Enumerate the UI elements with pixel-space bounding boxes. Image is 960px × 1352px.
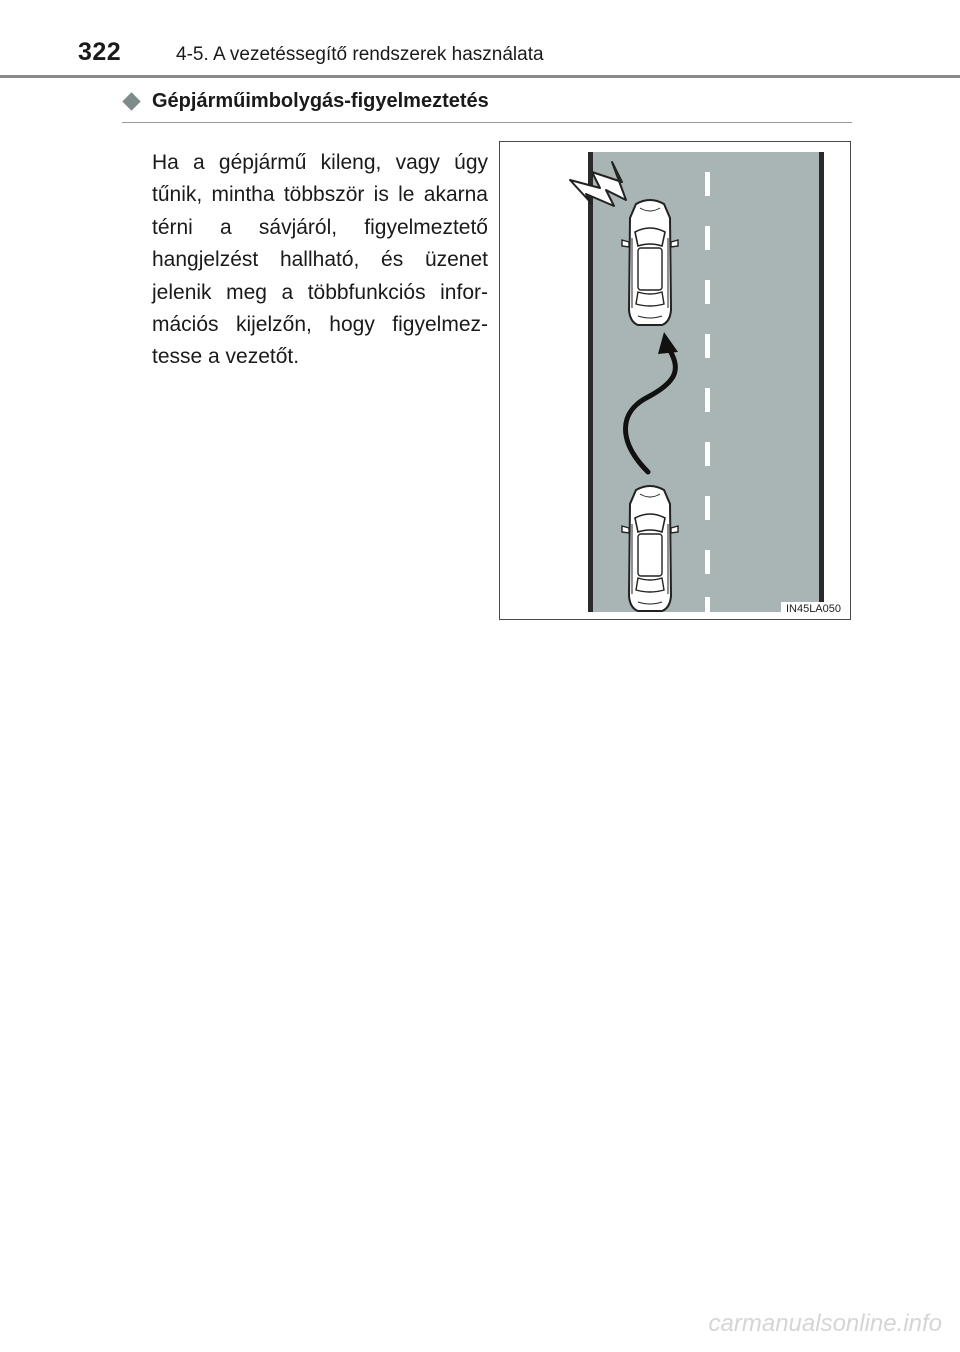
right-edge-line bbox=[819, 152, 824, 612]
car-icon-current bbox=[622, 486, 678, 611]
road-surface bbox=[588, 152, 824, 612]
footer-watermark[interactable]: carmanualsonline.info bbox=[708, 1310, 942, 1337]
body-paragraph: Ha a gépjármű kileng, vagy úgy tűnik, mintha többször is le akarna térni a sávjáról, figyelmeztető hangjelzést hallható, és üzenet jelenik meg a többfunkciós információs kijelzőn, hogy figyelmeztesse a vezetőt. bbox=[152, 151, 488, 369]
section-heading bbox=[122, 90, 852, 123]
section-title: Gépjárműimbolygás-figyelmeztetés bbox=[152, 90, 489, 112]
header-divider bbox=[0, 75, 960, 78]
left-edge-line bbox=[588, 152, 593, 612]
diamond-icon bbox=[122, 92, 140, 110]
chapter-title: 4-5. A vezetéssegítő rendszerek használata bbox=[176, 44, 544, 65]
illustration-svg bbox=[500, 142, 850, 619]
car-icon-drifting bbox=[622, 200, 678, 325]
figure-code: IN45LA050 bbox=[781, 602, 846, 616]
lane-sway-illustration bbox=[499, 141, 851, 620]
page-number: 322 bbox=[78, 38, 122, 66]
